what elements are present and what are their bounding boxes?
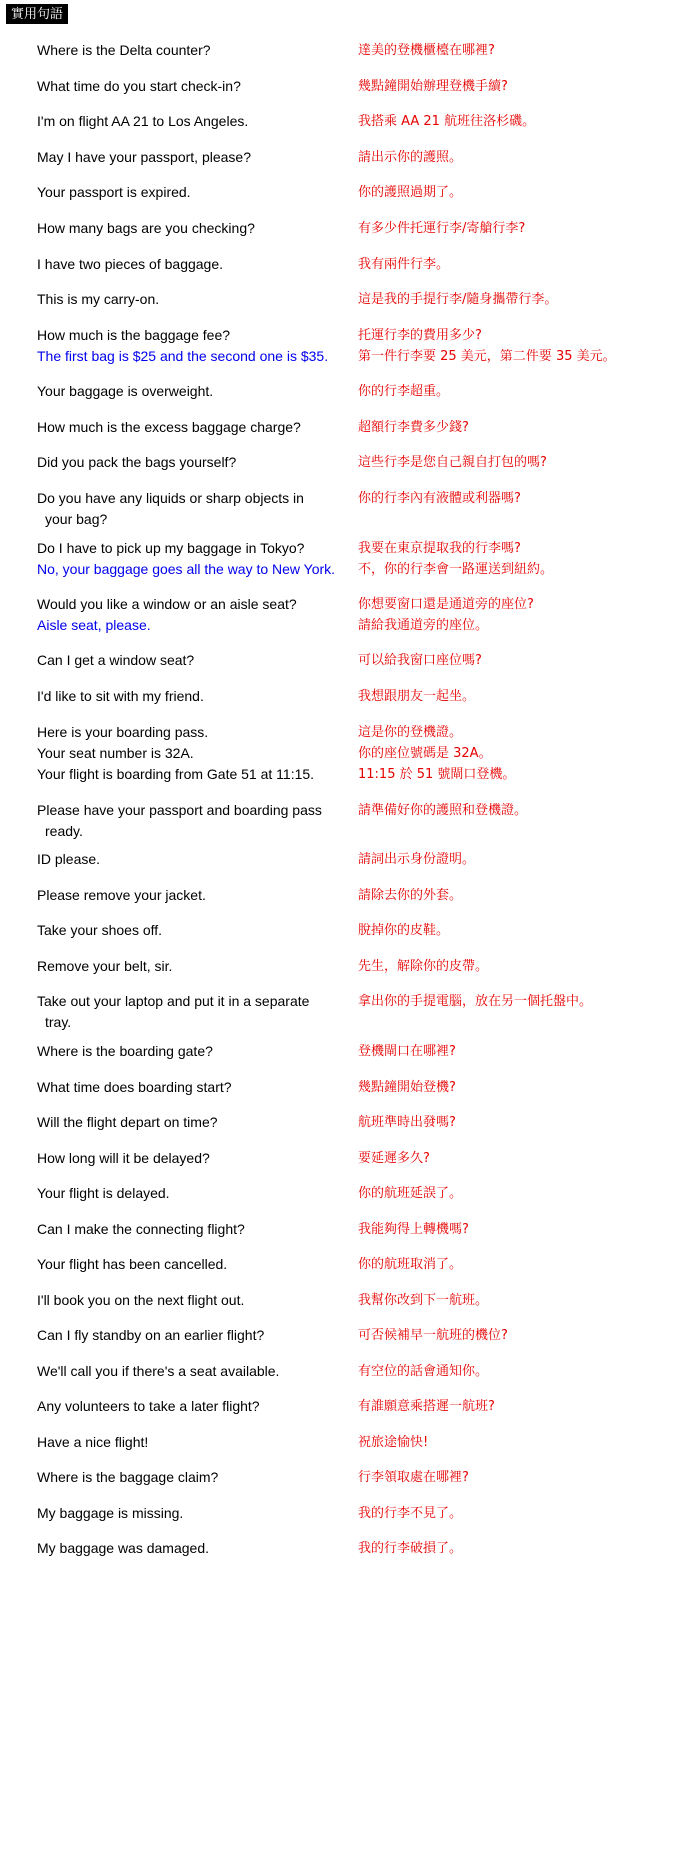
chinese-translation [358, 111, 678, 132]
chinese-line: 這是你的登機證。 [358, 725, 463, 740]
chinese-line: 你的行李超重。 [358, 384, 450, 399]
chinese-line: 可以給我窗口座位嗎? [358, 653, 482, 668]
english-phrase [37, 885, 347, 906]
chinese-line: 有空位的話會通知你。 [358, 1364, 489, 1379]
chinese-line: 我幫你改到下一航班。 [358, 1293, 489, 1308]
chinese-line: 脫掉你的皮鞋。 [358, 923, 450, 938]
chinese-translation [358, 182, 678, 203]
chinese-line: 這是我的手提行李/隨身攜帶行李。 [358, 292, 558, 307]
english-phrase [37, 1148, 347, 1169]
chinese-translation [358, 1432, 678, 1453]
chinese-line: 托運行李的費用多少? [358, 328, 482, 343]
english-phrase [37, 1183, 347, 1204]
chinese-translation [358, 650, 678, 671]
english-line: Do you have any liquids or sharp objects in [37, 490, 304, 506]
chinese-translation [358, 1290, 678, 1311]
english-line: I have two pieces of baggage. [37, 256, 224, 272]
english-line: I'd like to sit with my friend. [37, 688, 204, 704]
english-line: We'll call you if there's a seat available. [37, 1363, 280, 1379]
chinese-translation [358, 849, 678, 870]
chinese-translation [358, 538, 678, 580]
english-line: Please remove your jacket. [37, 887, 206, 903]
chinese-line: 行李領取處在哪裡? [358, 1470, 469, 1485]
chinese-line: 我有兩件行李。 [358, 257, 450, 272]
english-line: How much is the baggage fee? [37, 327, 231, 343]
chinese-translation [358, 381, 678, 402]
english-phrase [37, 1041, 347, 1062]
chinese-translation [358, 1503, 678, 1524]
english-phrase [37, 111, 347, 132]
chinese-line: 航班準時出發嗎? [358, 1115, 456, 1130]
chinese-line: 幾點鐘開始辦理登機手續? [358, 79, 508, 94]
chinese-translation [358, 1467, 678, 1488]
chinese-line: 拿出你的手提電腦，放在另一個托盤中。 [358, 994, 593, 1009]
chinese-translation [358, 40, 678, 61]
chinese-line: 要延遲多久? [358, 1151, 430, 1166]
chinese-translation [358, 325, 678, 367]
chinese-translation [358, 417, 678, 438]
english-line: Please have your passport and boarding pass [37, 802, 322, 818]
chinese-translation [358, 1254, 678, 1275]
english-phrase [37, 1077, 347, 1098]
chinese-line: 有誰願意乘搭遲一航班? [358, 1399, 495, 1414]
english-phrase [37, 1290, 347, 1311]
english-phrase [37, 289, 347, 310]
english-phrase [37, 1254, 347, 1275]
chinese-translation [358, 218, 678, 239]
chinese-line: 登機閘口在哪裡? [358, 1044, 456, 1059]
english-phrase [37, 40, 347, 61]
english-line: Where is the boarding gate? [37, 1043, 213, 1059]
english-phrase [37, 452, 347, 473]
english-phrase [37, 1503, 347, 1524]
chinese-translation [358, 488, 678, 509]
chinese-translation [358, 920, 678, 941]
chinese-translation [358, 1183, 678, 1204]
chinese-translation [358, 1148, 678, 1169]
english-line: Can I fly standby on an earlier flight? [37, 1327, 265, 1343]
chinese-line: 請除去你的外套。 [358, 888, 463, 903]
english-phrase [37, 1396, 347, 1417]
english-line: Can I get a window seat? [37, 652, 195, 668]
english-line: tray. [45, 1014, 72, 1030]
chinese-line: 先生，解除你的皮帶。 [358, 959, 489, 974]
chinese-translation [358, 1396, 678, 1417]
english-line: Aisle seat, please. [37, 617, 151, 633]
english-phrase [37, 1432, 347, 1453]
english-line: Your flight is boarding from Gate 51 at 11:15. [37, 766, 315, 782]
chinese-line: 請給我通道旁的座位。 [358, 618, 489, 633]
chinese-line: 我要在東京提取我的行李嗎? [358, 541, 521, 556]
english-phrase [37, 1325, 347, 1346]
chinese-translation [358, 1041, 678, 1062]
english-line: Would you like a window or an aisle seat? [37, 596, 297, 612]
english-line: How much is the excess baggage charge? [37, 419, 301, 435]
english-phrase [37, 218, 347, 239]
chinese-line: 祝旅途愉快! [358, 1435, 429, 1450]
english-line: May I have your passport, please? [37, 149, 252, 165]
chinese-line: 第一件行李要 25 美元，第二件要 35 美元。 [358, 349, 616, 364]
english-phrase [37, 1361, 347, 1382]
chinese-translation [358, 1361, 678, 1382]
english-phrase [37, 920, 347, 941]
english-line: Can I make the connecting flight? [37, 1221, 245, 1237]
english-line: This is my carry-on. [37, 291, 160, 307]
chinese-translation [358, 594, 678, 636]
chinese-line: 有多少件托運行李/寄艙行李? [358, 221, 526, 236]
chinese-line: 我的行李不見了。 [358, 1506, 463, 1521]
chinese-translation [358, 1077, 678, 1098]
chinese-line: 你的座位號碼是 32A。 [358, 746, 492, 761]
english-line: Your passport is expired. [37, 184, 191, 200]
chinese-line: 超額行李費多少錢? [358, 420, 469, 435]
english-line: Have a nice flight! [37, 1434, 149, 1450]
chinese-line: 你的護照過期了。 [358, 185, 463, 200]
chinese-line: 請出示你的護照。 [358, 150, 463, 165]
chinese-translation [358, 1538, 678, 1559]
english-phrase [37, 991, 347, 1033]
english-line: I'll book you on the next flight out. [37, 1292, 245, 1308]
english-phrase [37, 1467, 347, 1488]
english-phrase [37, 650, 347, 671]
chinese-line: 我能夠得上轉機嗎? [358, 1222, 469, 1237]
chinese-translation [358, 885, 678, 906]
chinese-translation [358, 686, 678, 707]
english-line: your bag? [45, 511, 108, 527]
chinese-line: 可否候補早一航班的機位? [358, 1328, 508, 1343]
chinese-line: 你想要窗口還是通道旁的座位? [358, 597, 534, 612]
chinese-line: 不，你的行李會一路運送到紐約。 [358, 562, 554, 577]
english-phrase [37, 147, 347, 168]
chinese-line: 你的航班延誤了。 [358, 1186, 463, 1201]
chinese-line: 這些行李是您自己親自打包的嗎? [358, 455, 547, 470]
chinese-translation [358, 1325, 678, 1346]
english-phrase [37, 722, 347, 785]
english-line: How many bags are you checking? [37, 220, 255, 236]
english-line: Where is the Delta counter? [37, 42, 211, 58]
chinese-line: 請準備好你的護照和登機證。 [358, 803, 528, 818]
english-phrase [37, 1538, 347, 1559]
chinese-line: 你的航班取消了。 [358, 1257, 463, 1272]
chinese-line: 幾點鐘開始登機? [358, 1080, 456, 1095]
english-phrase [37, 1219, 347, 1240]
english-line: My baggage was damaged. [37, 1540, 209, 1556]
english-line: Your flight has been cancelled. [37, 1256, 228, 1272]
chinese-line: 你的行李內有液體或利器嗎? [358, 491, 521, 506]
chinese-translation [358, 452, 678, 473]
english-line: Remove your belt, sir. [37, 958, 173, 974]
english-phrase [37, 956, 347, 977]
chinese-translation [358, 254, 678, 275]
english-line: Any volunteers to take a later flight? [37, 1398, 260, 1414]
chinese-translation [358, 1112, 678, 1133]
chinese-line: 我的行李破損了。 [358, 1541, 463, 1556]
chinese-translation [358, 76, 678, 97]
english-phrase [37, 686, 347, 707]
english-phrase [37, 594, 347, 636]
english-phrase [37, 76, 347, 97]
english-line: Your seat number is 32A. [37, 745, 194, 761]
english-line: Did you pack the bags yourself? [37, 454, 237, 470]
english-line: I'm on flight AA 21 to Los Angeles. [37, 113, 249, 129]
chinese-line: 達美的登機櫃檯在哪裡? [358, 43, 495, 58]
english-line: Take your shoes off. [37, 922, 163, 938]
chinese-translation [358, 722, 678, 785]
english-line: How long will it be delayed? [37, 1150, 210, 1166]
english-line: Here is your boarding pass. [37, 724, 209, 740]
english-line: What time do you start check-in? [37, 78, 241, 94]
chinese-line: 請詞出示身份證明。 [358, 852, 476, 867]
english-phrase [37, 381, 347, 402]
chinese-line: 11:15 於 51 號閘口登機。 [358, 767, 516, 782]
english-phrase [37, 325, 347, 367]
chinese-translation [358, 800, 678, 821]
chinese-translation [358, 147, 678, 168]
english-line: Where is the baggage claim? [37, 1469, 219, 1485]
chinese-translation [358, 991, 678, 1012]
chinese-translation [358, 289, 678, 310]
english-phrase [37, 1112, 347, 1133]
english-line: Take out your laptop and put it in a separate [37, 993, 310, 1009]
chinese-translation [358, 1219, 678, 1240]
english-line: Do I have to pick up my baggage in Tokyo? [37, 540, 305, 556]
english-line: No, your baggage goes all the way to New York. [37, 561, 336, 577]
english-phrase [37, 538, 347, 580]
english-line: Will the flight depart on time? [37, 1114, 218, 1130]
english-line: ID please. [37, 851, 101, 867]
section-title: 實用句語 [6, 4, 68, 24]
english-phrase [37, 254, 347, 275]
english-phrase [37, 849, 347, 870]
english-phrase [37, 800, 347, 842]
english-line: What time does boarding start? [37, 1079, 232, 1095]
english-line: Your baggage is overweight. [37, 383, 214, 399]
chinese-translation [358, 956, 678, 977]
english-line: Your flight is delayed. [37, 1185, 170, 1201]
english-phrase [37, 488, 347, 530]
english-phrase [37, 182, 347, 203]
english-phrase [37, 417, 347, 438]
english-line: The first bag is $25 and the second one is $35. [37, 348, 329, 364]
english-line: My baggage is missing. [37, 1505, 184, 1521]
chinese-line: 我想跟朋友一起坐。 [358, 689, 476, 704]
english-line: ready. [45, 823, 83, 839]
chinese-line: 我搭乘 AA 21 航班往洛杉磯。 [358, 114, 536, 129]
